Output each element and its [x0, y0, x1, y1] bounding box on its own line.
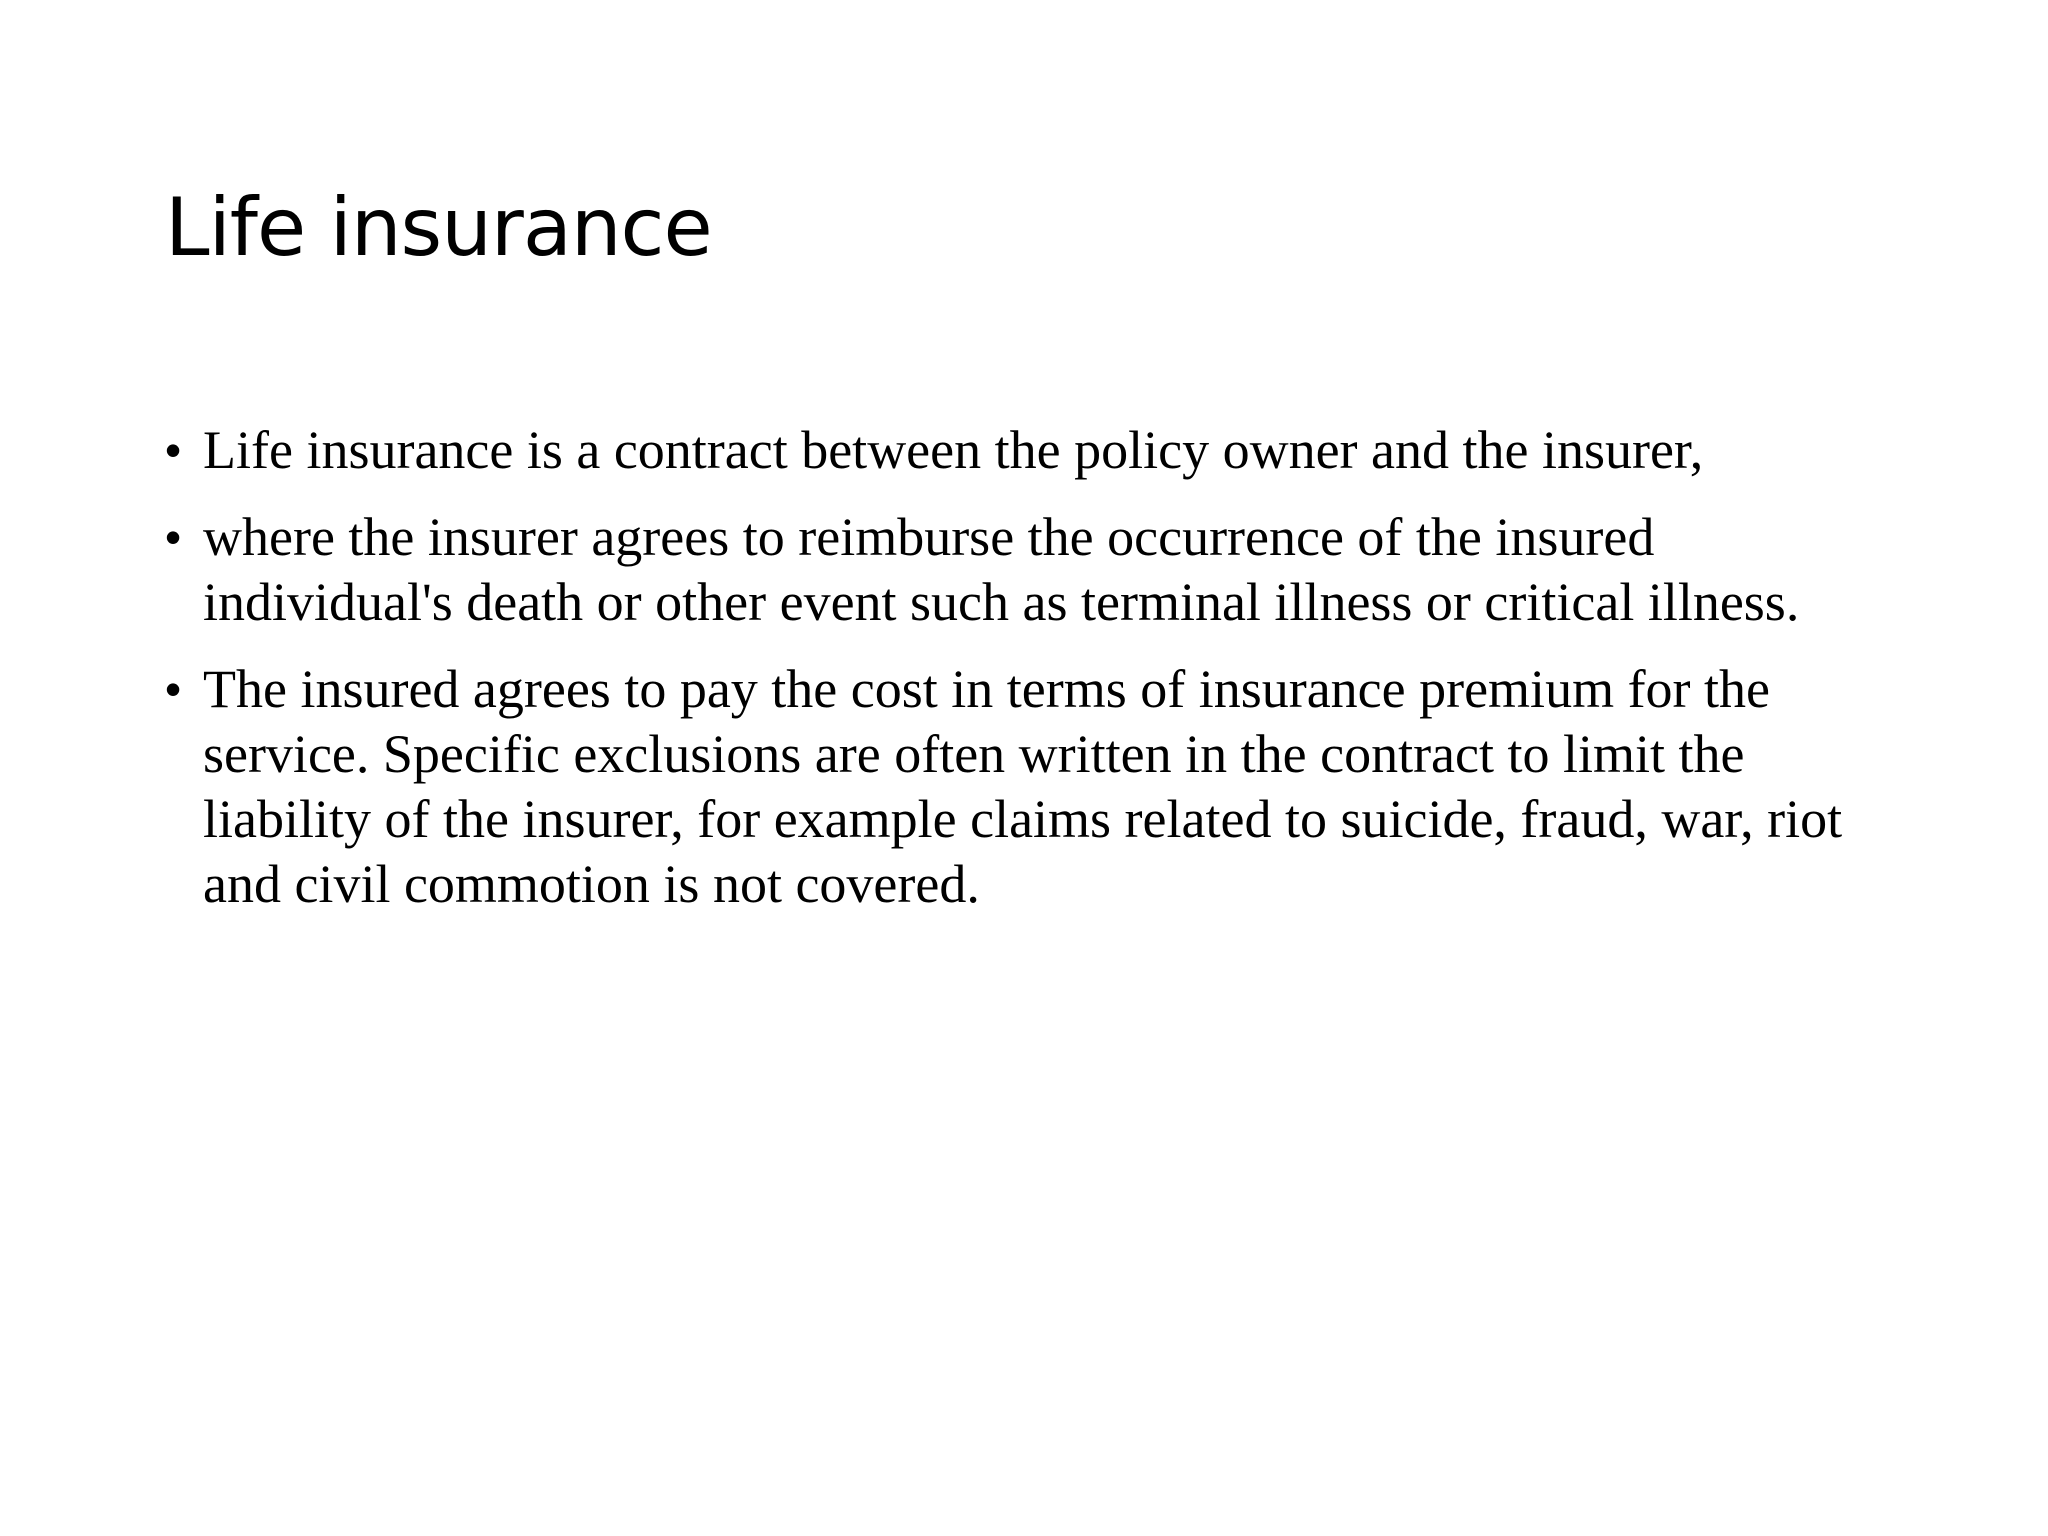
- bullet-icon: •: [165, 511, 182, 563]
- bullet-item: [165, 505, 1905, 635]
- bullet-text: Life insurance is a contract between the policy owner and the insurer,: [203, 420, 1704, 480]
- bullet-text: where the insurer agrees to reimburse the occurrence of the insured individual's death or other event such as terminal illness or critical illness.: [203, 507, 1800, 632]
- bullet-text: The insured agrees to pay the cost in terms of insurance premium for the service. Specific exclusions are often written in the contract to limit the liability of the insurer, for example claims related to suicide, fraud, war, riot and civil commotion is not covered.: [203, 659, 1843, 914]
- slide-title: Life insurance: [165, 181, 712, 274]
- bullet-list: [165, 418, 1905, 939]
- bullet-item: [165, 657, 1905, 917]
- bullet-icon: •: [165, 424, 182, 476]
- bullet-icon: •: [165, 663, 182, 715]
- bullet-item: [165, 418, 1905, 483]
